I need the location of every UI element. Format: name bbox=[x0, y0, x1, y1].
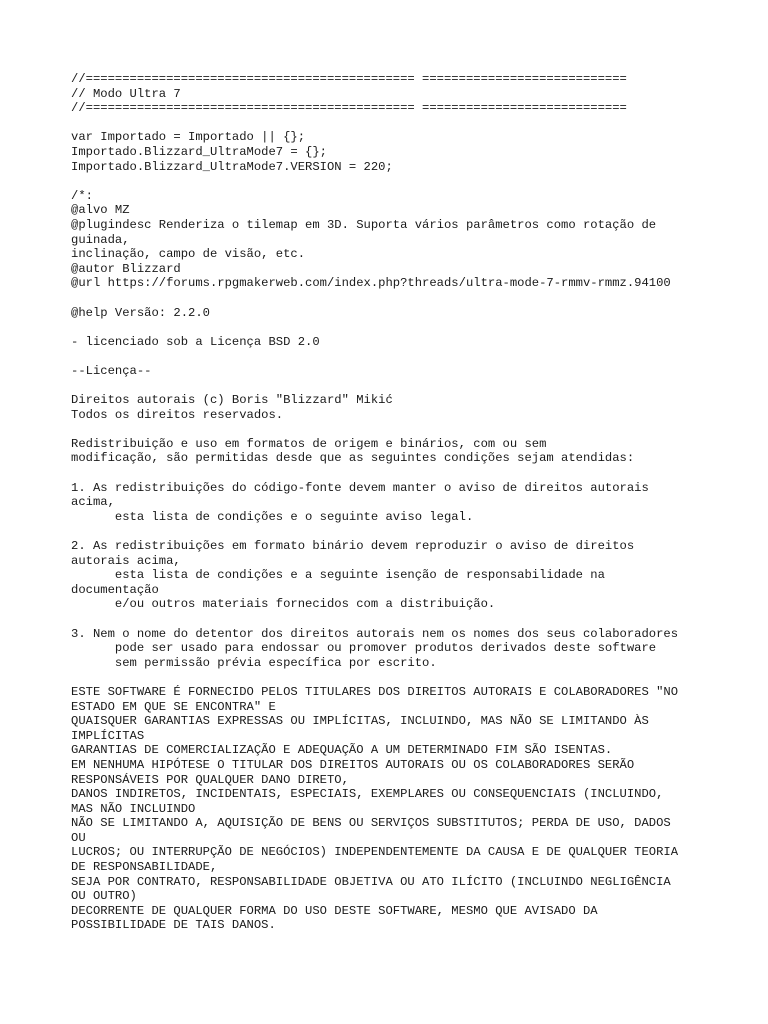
text-line: Importado.Blizzard_UltraMode7 = {}; bbox=[71, 144, 327, 159]
blank-line bbox=[71, 670, 711, 685]
text-line: @plugindesc Renderiza o tilemap em 3D. Suporta vários parâmetros como rotação de bbox=[71, 217, 657, 232]
text-line: //============================================= ============================ bbox=[71, 101, 627, 116]
text-line: SEJA POR CONTRATO, RESPONSABILIDADE OBJETIVA OU ATO ILÍCITO (INCLUINDO NEGLIGÊNCIA bbox=[71, 874, 671, 889]
text-line: var Importado = Importado || {}; bbox=[71, 130, 306, 145]
text-line: @alvo MZ bbox=[71, 203, 130, 218]
text-line: @help Versão: 2.2.0 bbox=[71, 305, 210, 320]
text-line: GARANTIAS DE COMERCIALIZAÇÃO E ADEQUAÇÃO A UM DETERMINADO FIM SÃO ISENTAS. bbox=[71, 743, 613, 758]
text-line: DANOS INDIRETOS, INCIDENTAIS, ESPECIAIS, EXEMPLARES OU CONSEQUENCIAIS (INCLUINDO, bbox=[71, 787, 664, 802]
text-line: //============================================= ============================ bbox=[71, 72, 627, 86]
text-line: esta lista de condições e o seguinte aviso legal. bbox=[71, 509, 474, 524]
text-line: /*: bbox=[71, 188, 93, 203]
text-line: inclinação, campo de visão, etc. bbox=[71, 247, 306, 262]
blank-line bbox=[71, 174, 711, 189]
text-line: 2. As redistribuições em formato binário devem reproduzir o aviso de direitos bbox=[71, 539, 635, 553]
text-line: QUAISQUER GARANTIAS EXPRESSAS OU IMPLÍCITAS, INCLUINDO, MAS NÃO SE LIMITANDO ÀS bbox=[71, 714, 649, 729]
text-line: ESTADO EM QUE SE ENCONTRA" E bbox=[71, 699, 276, 714]
blank-line bbox=[71, 422, 711, 437]
text-line: OU bbox=[71, 830, 86, 845]
text-line: --Licença-- bbox=[71, 363, 152, 378]
text-line: guinada, bbox=[71, 232, 130, 247]
text-line: // Modo Ultra 7 bbox=[71, 86, 181, 101]
document-body bbox=[71, 72, 711, 933]
blank-line bbox=[71, 116, 711, 131]
blank-line bbox=[71, 524, 711, 539]
text-line: @url https://forums.rpgmakerweb.com/index.php?threads/ultra-mode-7-rmmv-rmmz.94100 bbox=[71, 276, 671, 291]
text-line: NÃO SE LIMITANDO A, AQUISIÇÃO DE BENS OU SERVIÇOS SUBSTITUTOS; PERDA DE USO, DADOS bbox=[71, 816, 671, 831]
text-line: RESPONSÁVEIS POR QUALQUER DANO DIRETO, bbox=[71, 772, 349, 787]
text-line: esta lista de condições e a seguinte isenção de responsabilidade na bbox=[71, 568, 605, 583]
text-line: Todos os direitos reservados. bbox=[71, 407, 284, 422]
blank-line bbox=[71, 291, 711, 306]
text-line: Importado.Blizzard_UltraMode7.VERSION = 220; bbox=[71, 159, 393, 174]
text-line: LUCROS; OU INTERRUPÇÃO DE NEGÓCIOS) INDEPENDENTEMENTE DA CAUSA E DE QUALQUER TEORIA bbox=[71, 845, 679, 860]
text-line: EM NENHUMA HIPÓTESE O TITULAR DOS DIREITOS AUTORAIS OU OS COLABORADORES SERÃO bbox=[71, 757, 635, 772]
text-line: pode ser usado para endossar ou promover produtos derivados deste software bbox=[71, 641, 657, 656]
text-line: 1. As redistribuições do código-fonte devem manter o aviso de direitos autorais bbox=[71, 480, 649, 495]
text-line: autorais acima, bbox=[71, 553, 181, 568]
text-line: 3. Nem o nome do detentor dos direitos autorais nem os nomes dos seus colaboradores bbox=[71, 626, 679, 641]
text-line: IMPLÍCITAS bbox=[71, 728, 145, 743]
text-line: documentação bbox=[71, 582, 159, 597]
text-line: MAS NÃO INCLUINDO bbox=[71, 801, 196, 816]
text-line: @autor Blizzard bbox=[71, 261, 181, 276]
text-line: Direitos autorais (c) Boris "Blizzard" Mikić bbox=[71, 393, 393, 408]
text-line: sem permissão prévia específica por escrito. bbox=[71, 655, 437, 670]
text-line: DE RESPONSABILIDADE, bbox=[71, 860, 218, 875]
text-line: ESTE SOFTWARE É FORNECIDO PELOS TITULARES DOS DIREITOS AUTORAIS E COLABORADORES "NO bbox=[71, 684, 679, 699]
blank-line bbox=[71, 612, 711, 627]
blank-line bbox=[71, 466, 711, 481]
text-line: Redistribuição e uso em formatos de origem e binários, com ou sem bbox=[71, 436, 547, 451]
text-line: OU OUTRO) bbox=[71, 889, 137, 904]
blank-line bbox=[71, 349, 711, 364]
text-line: - licenciado sob a Licença BSD 2.0 bbox=[71, 334, 320, 349]
blank-line bbox=[71, 320, 711, 335]
text-line: POSSIBILIDADE DE TAIS DANOS. bbox=[71, 918, 276, 933]
document-lines bbox=[71, 72, 711, 933]
text-line: e/ou outros materiais fornecidos com a distribuição. bbox=[71, 597, 496, 612]
text-line: DECORRENTE DE QUALQUER FORMA DO USO DESTE SOFTWARE, MESMO QUE AVISADO DA bbox=[71, 903, 598, 918]
blank-line bbox=[71, 378, 711, 393]
text-line: modificação, são permitidas desde que as seguintes condições sejam atendidas: bbox=[71, 451, 635, 466]
text-line: acima, bbox=[71, 495, 115, 510]
